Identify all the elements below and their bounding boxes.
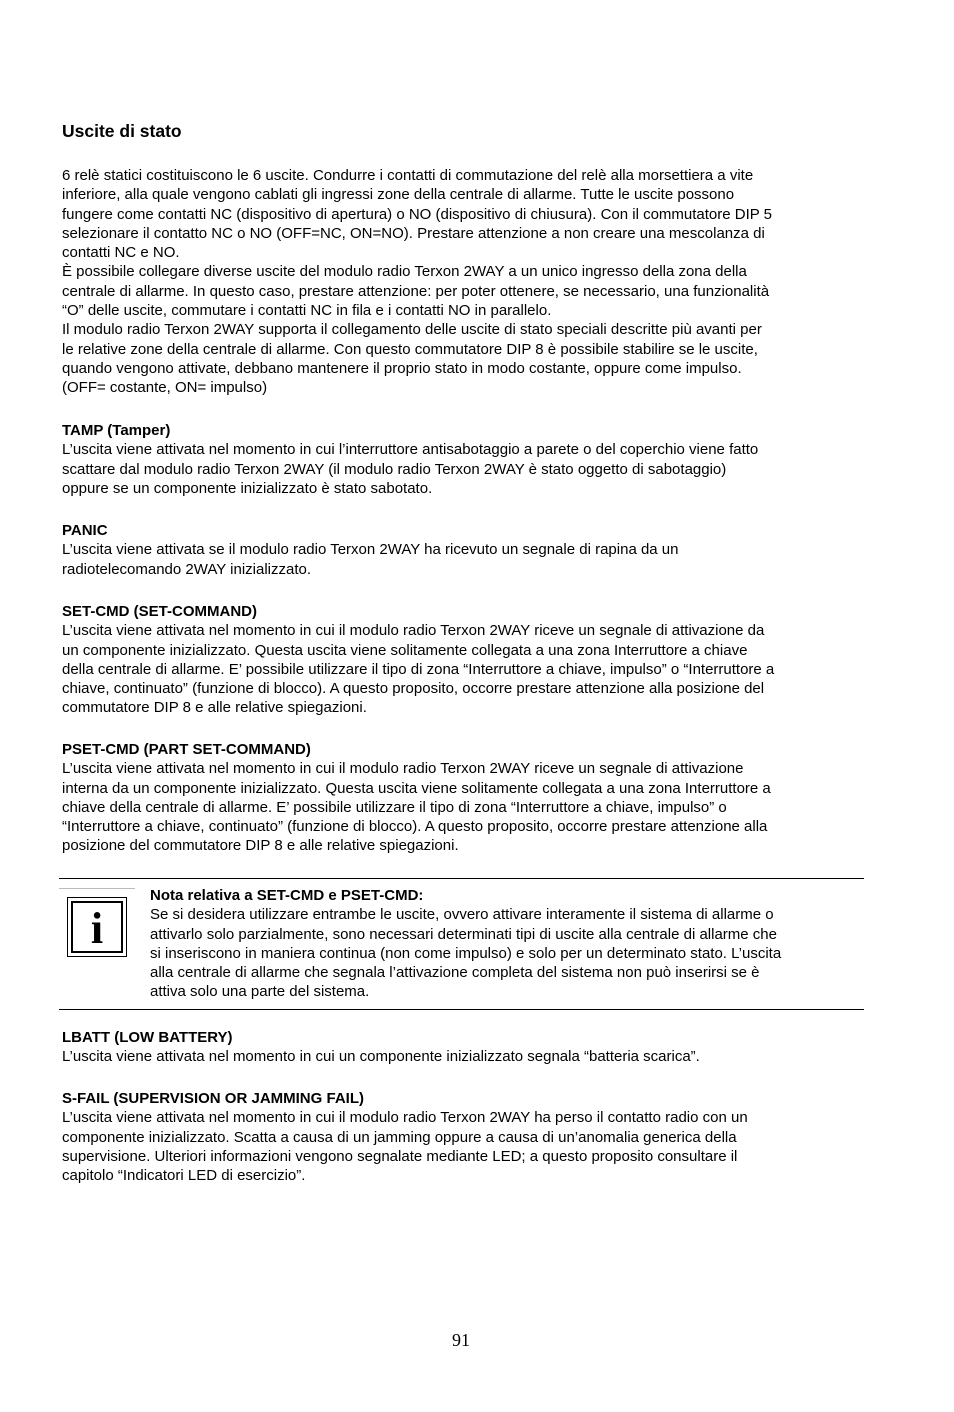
section-body-tamp: L’uscita viene attivata nel momento in cui l’interruttore antisabotaggio a parete o del coperchio viene fatto scattare dal modulo radio Terxon 2WAY (il modulo radio Terxon 2WAY è stato oggetto di sabotaggio) oppure se un componente inizializzato è stato sabotato. bbox=[62, 441, 759, 497]
section-setcmd bbox=[62, 602, 862, 718]
page-title: Uscite di stato bbox=[62, 121, 182, 141]
page-number: 91 bbox=[452, 1330, 470, 1350]
section-title-psetcmd: PSET-CMD (PART SET-COMMAND) bbox=[62, 741, 311, 758]
note-body: Se si desidera utilizzare entrambe le uscite, ovvero attivare interamente il sistema di allarme o attivarlo solo parzialmente, sono necessari determinati tipi di uscite alla centrale di allarme che si inseriscono in maniera continua (non come impulso) e solo per un determinato stato. L’uscita alla centrale di allarme che segnala l’attivazione completa del sistema non può inserirsi se è attiva solo una parte del sistema. bbox=[150, 906, 782, 1001]
section-body-setcmd: L’uscita viene attivata nel momento in cui il modulo radio Terxon 2WAY riceve un segnale di attivazione da un componente inizializzato. Questa uscita viene solitamente collegata a una zona Interruttore a chiave della centrale di allarme. E’ possibile utilizzare il tipo di zona “Interruttore a chiave, impulso” o “Interruttore a chiave, continuato” (funzione di blocco). A questo proposito, occorre prestare attenzione alla posizione del commutatore DIP 8 e alle relative spiegazioni. bbox=[62, 622, 775, 717]
note-box bbox=[59, 878, 864, 1010]
section-title-panic: PANIC bbox=[62, 522, 108, 539]
note-divider bbox=[59, 888, 135, 889]
section-title-lbatt: LBATT (LOW BATTERY) bbox=[62, 1029, 233, 1046]
section-body-panic: L’uscita viene attivata se il modulo radio Terxon 2WAY ha ricevuto un segnale di rapina da un radiotelecomando 2WAY inizializzato. bbox=[62, 541, 679, 578]
intro-paragraph: 6 relè statici costituiscono le 6 uscite. Condurre i contatti di commutazione del relè alla morsettiera a vite inferiore, alla quale vengono cablati gli ingressi zone della centrale di allarme. Tutte le uscite possono fungere come contatti NC (dispositivo di apertura) o NO (dispositivo di chiusura). Con il commutatore DIP 5 selezionare il contatto NC o NO (OFF=NC, ON=NO). Prestare attenzione a non creare una mescolanza di contatti NC e NO. È possibile collegare diverse uscite del modulo radio Terxon 2WAY a un unico ingresso della zona della centrale di allarme. In questo caso, prestare attenzione: per poter ottenere, se necessario, una funzionalità “O” delle uscite, commutare i contatti NC in fila e i contatti NO in parallelo. Il modulo radio Terxon 2WAY supporta il collegamento delle uscite di stato speciali descritte più avanti per le relative zone della centrale di allarme. Con questo commutatore DIP 8 è possibile stabilire se le uscite, quando vengono attivate, debbano mantenere il proprio stato in modo costante, oppure come impulso. (OFF= costante, ON= impulso) bbox=[62, 167, 773, 397]
info-icon-glyph: i bbox=[90, 904, 104, 953]
note-text bbox=[150, 886, 862, 1002]
section-lbatt bbox=[62, 1028, 862, 1067]
info-icon-frame bbox=[71, 901, 123, 953]
section-panic bbox=[62, 521, 862, 579]
section-tamp bbox=[62, 421, 862, 498]
info-icon bbox=[67, 897, 127, 957]
section-title-setcmd: SET-CMD (SET-COMMAND) bbox=[62, 603, 257, 620]
section-psetcmd bbox=[62, 740, 862, 856]
section-body-psetcmd: L’uscita viene attivata nel momento in cui il modulo radio Terxon 2WAY riceve un segnale di attivazione interna da un componente inizializzato. Questa uscita viene solitamente collegata a una zona Interruttore a chiave della centrale di allarme. E’ possibile utilizzare il tipo di zona “Interruttore a chiave, impulso” o “Interruttore a chiave, continuato” (funzione di blocco). A questo proposito, occorre prestare attenzione alla posizione del commutatore DIP 8 e alle relative spiegazioni. bbox=[62, 760, 771, 855]
section-title-sfail: S-FAIL (SUPERVISION OR JAMMING FAIL) bbox=[62, 1090, 364, 1107]
section-sfail bbox=[62, 1089, 862, 1185]
intro-block bbox=[62, 166, 862, 398]
section-body-lbatt: L’uscita viene attivata nel momento in cui un componente inizializzato segnala “batteria scarica”. bbox=[62, 1048, 700, 1066]
note-title: Nota relativa a SET-CMD e PSET-CMD: bbox=[150, 887, 424, 904]
section-title-tamp: TAMP (Tamper) bbox=[62, 422, 171, 439]
section-body-sfail: L’uscita viene attivata nel momento in cui il modulo radio Terxon 2WAY ha perso il contatto radio con un componente inizializzato. Scatta a causa di un jamming oppure a causa di un’anomalia generica della supervisione. Ulteriori informazioni vengono segnalate mediante LED; a questo proposito consultare il capitolo “Indicatori LED di esercizio”. bbox=[62, 1109, 748, 1185]
